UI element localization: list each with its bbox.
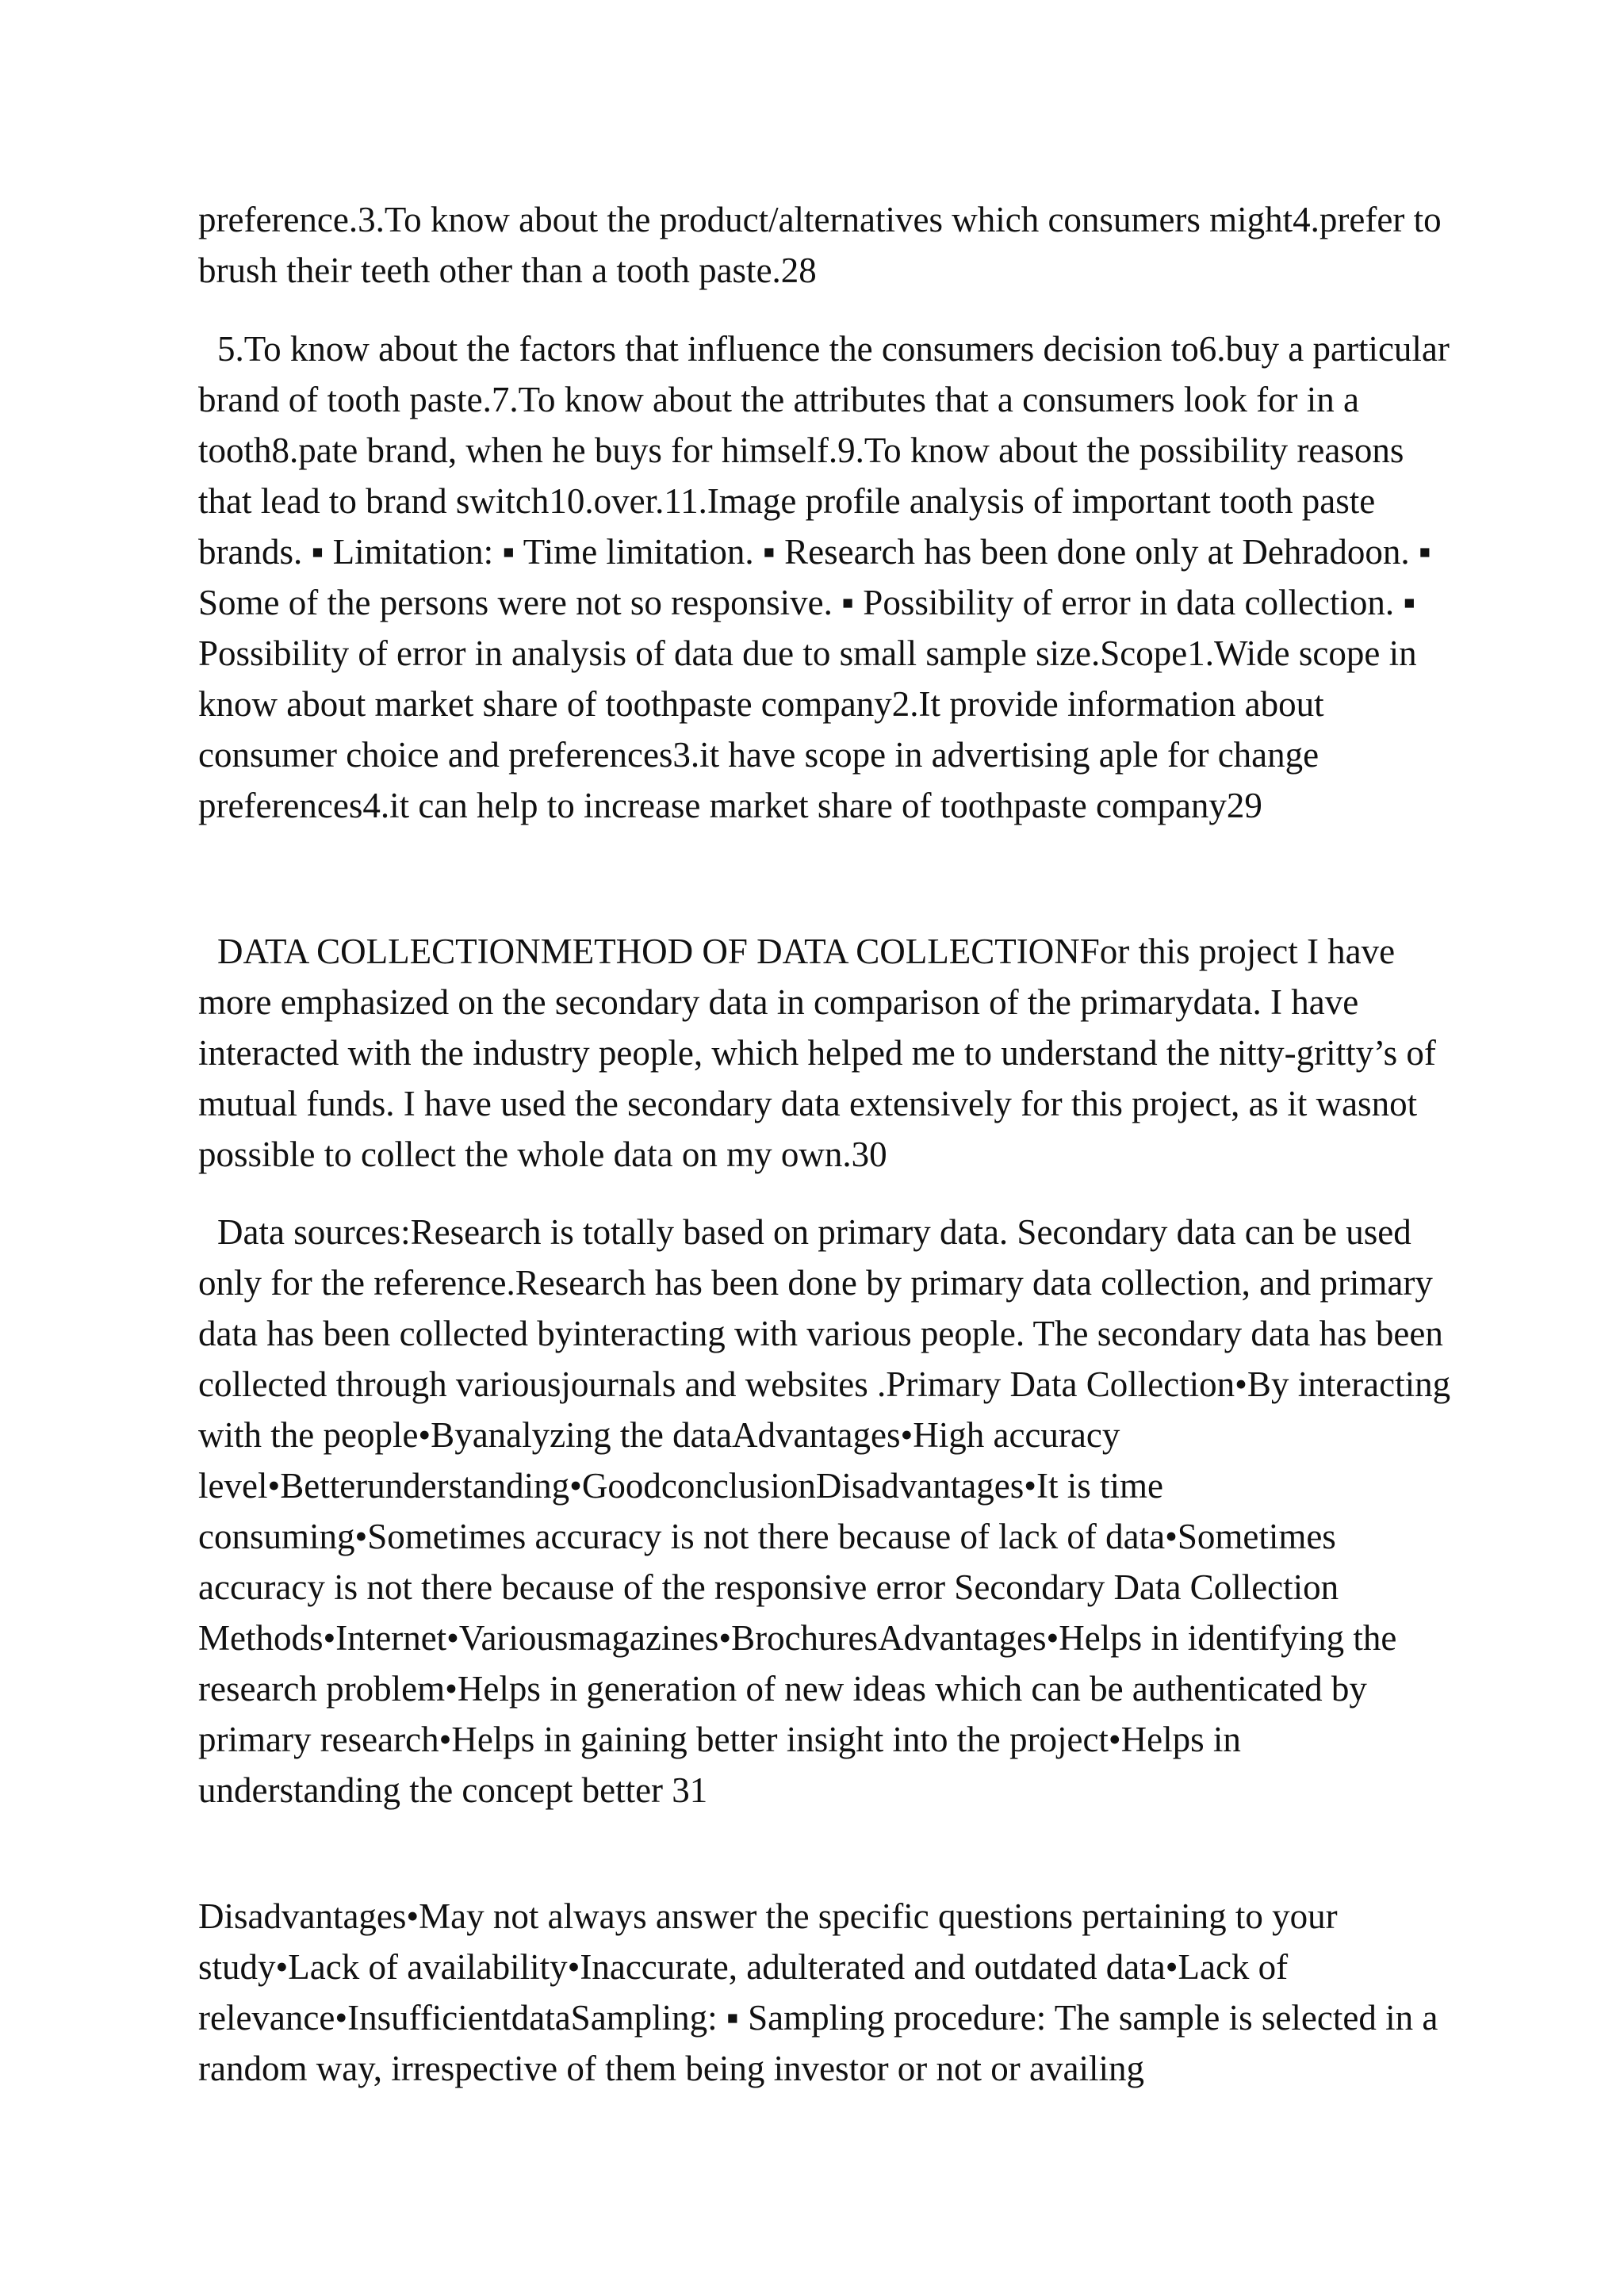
paragraph-data-sources: Data sources:Research is totally based on primary data. Secondary data can be used only for the reference.Research has been done by primary data collection, and primary data has been collected byinteracting with various people. The secondary data has been collected through variousjournals and websites .Primary Data Collection•By interacting with the people•Byanalyzing the dataAdvantages•High accuracy level•Betterunderstanding•GoodconclusionDisadvantages•It is time consuming•Sometimes accuracy is not there because of lack of data•Sometimes accuracy is not there because of the responsive error Secondary Data Collection Methods•Internet•Variousmagazines•BrochuresAdvantages•Helps in identifying the research problem•Helps in generation of new ideas which can be authenticated by primary research•Helps in gaining better insight into the project•Helps in understanding the concept better 31 xyxy=(198,1212,1451,1810)
paragraph-objectives-intro: preference.3.To know about the product/alternatives which consumers might4.prefer to brush their teeth other than a tooth paste.28 xyxy=(198,200,1442,290)
paragraph-objectives-limitations-scope: 5.To know about the factors that influence the consumers decision to6.buy a particular brand of tooth paste.7.To know about the attributes that a consumers look for in a tooth8.pate brand, when he buys for himself.9.To know about the possibility reasons that lead to brand switch10.over.11.Image profile analysis of important tooth paste brands. ▪ Limitation: ▪ Time limitation. ▪ Research has been done only at Dehradoon. ▪ Some of the persons were not so responsive. ▪ Possibility of error in data collection. ▪ Possibility of error in analysis of data due to small sample size.Scope1.Wide scope in know about market share of toothpaste company2.It provide information about consumer choice and preferences3.it have scope in advertising aple for change preferences4.it can help to increase market share of toothpaste company29 xyxy=(198,329,1450,825)
paragraph-data-collection: DATA COLLECTIONMETHOD OF DATA COLLECTIONFor this project I have more emphasized on the secondary data in comparison of the primarydata. I have interacted with the industry people, which helped me to understand the nitty-gritty’s of mutual funds. I have used the secondary data extensively for this project, as it wasnot possible to collect the whole data on my own.30 xyxy=(198,932,1436,1174)
paragraph-disadvantages-sampling: Disadvantages•May not always answer the specific questions pertaining to your study•Lack of availability•Inaccurate, adulterated and outdated data•Lack of relevance•InsufficientdataSampling: ▪ Sampling procedure: The sample is selected in a random way, irrespective of them being investor or not or availing xyxy=(198,1896,1438,2088)
